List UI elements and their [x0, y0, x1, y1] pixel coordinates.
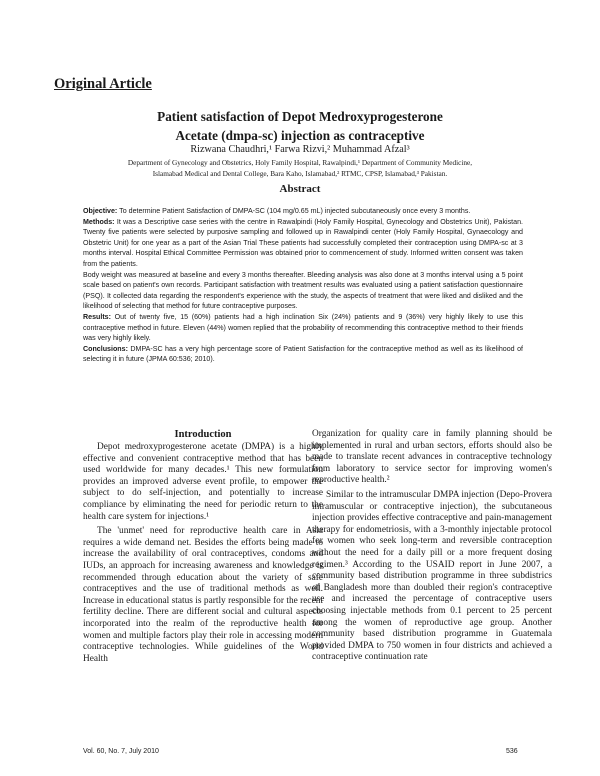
journal-issue: Vol. 60, No. 7, July 2010	[83, 748, 159, 755]
abstract-heading: Abstract	[279, 183, 321, 195]
methods-text: It was a Descriptive case series with the centre in Rawalpindi (Holy Family Hospital, Gynecology and Obstetrics Unit), Pakistan. Twenty five patients were selected by purposive sampling and followed up in Rawalpindi center (Holy Family Hospital, Gynaecology and Obstetric Unit) for one year as a part of the Asian Trial These patients had successfully completed their contraception using DMPA-sc at 3 months interval. Hospital Ethical Committee Permission was obtained prior to commencement of study. Informed written consent was taken from the patients.	[83, 217, 523, 268]
objective-text: To determine Patient Satisfaction of DMPA-SC (104 mg/0.65 mL) injected subcutaneously once every 3 months.	[117, 207, 471, 215]
results-label: Results:	[83, 312, 111, 321]
abstract-methods	[83, 217, 523, 270]
objective-label: Objective:	[83, 207, 118, 215]
left-column	[83, 442, 323, 665]
affiliation-line-1: Department of Gynecology and Obstetrics, Holy Family Hospital, Rawalpindi,¹ Department of Community Medicine,	[127, 158, 473, 167]
abstract-body	[83, 206, 523, 365]
conclusions-text: DMPA-SC has a very high percentage score of Patient Satisfaction for the contraceptive method as well as its likelihood of selecting it in future (JPMA 60:536; 2010).	[83, 344, 523, 364]
results-text: Out of twenty five, 15 (60%) patients had a high inclination Six (24%) patients and 9 (36%) very highly likely to use this contraceptive method in future. Eleven (44%) women replied that the probability of recommending this contraceptive method to their friends was very highly likely.	[83, 312, 523, 343]
author-list: Rizwana Chaudhri,¹ Farwa Rizvi,² Muhammad Afzal³	[190, 144, 410, 155]
intro-paragraph-4: Similar to the intramuscular DMPA injection (Depo-Provera intramuscular or contraceptive injection), the subcutaneous injection provides effective contraceptive and pain-management therapy for endometriosis, with a 3-monthly injectable protocol for women who seek long-term and reversible contraception without the need for a daily pill or a more frequent dosing regimen.³ According to the USAID report in June 2007, a community based distribution programme in three subdistrics of Bangladesh more than doubled their region's contraceptive use and increased the percentage of contraceptive users choosing injectable methods from 0.1 percent to 25 percent among the women of reproductive age group. Another community based distribution programme in Guatemala provided DMPA to 750 women in four districts and achieved a contraceptive continuation rate	[312, 489, 552, 663]
affiliation-line-2: Islamabad Medical and Dental College, Bara Kaho, Islamabad,² RTMC, CPSP, Islamabad,³ Pakistan.	[152, 169, 448, 178]
conclusions-label: Conclusions:	[83, 344, 128, 353]
right-column	[312, 429, 552, 664]
methods-label: Methods:	[83, 217, 115, 226]
intro-paragraph-1: Depot medroxyprogesterone acetate (DMPA) is a highly effective and convenient contraceptive method that has been used worldwide for many decades.¹ This new formulation provides an improved adverse event profile, to empower the subject to do self-injection, and potentially to increase compliance by eliminating the need for periodic return to the health care system for injections.¹	[83, 442, 323, 522]
abstract-objective	[83, 206, 523, 217]
section-label: Original Article	[54, 76, 152, 92]
introduction-heading: Introduction	[174, 429, 232, 440]
abstract-methods-continued: Body weight was measured at baseline and every 3 months thereafter. Bleeding analysis was also done at 3 months interval using a 5 point scale based on patient's own records. Participant satisfaction with treatment results was evaluated using a patient satisfaction questionnaire (PSQ). It collected data regarding the respondent's experience with the study, the aspects of treatment that were liked and disliked and the likelihood of selecting that method for future contraceptive purposes.	[83, 270, 523, 311]
article-title-line-1: Patient satisfaction of Depot Medroxyprogesterone	[157, 109, 443, 124]
page-number: 536	[506, 748, 518, 755]
intro-paragraph-2: The 'unmet' need for reproductive health care in Asia requires a wide demand net. Besides the efforts being made to increase the availability of oral contraceptives, condoms and IUDs, an approach for increasing awareness and knowledge is recommended through education about the variety of safe contraceptives and the use of traditional methods as well. Increase in educational status is partly responsible for the recent fertility decline. There are different social and cultural aspects incorporated into the realm of the reproductive health for women and multiple factors play their role in accessing modern contraceptive technologies. While guidelines of the World Health	[83, 526, 323, 664]
abstract-results	[83, 312, 523, 344]
abstract-conclusions	[83, 344, 523, 365]
intro-paragraph-3: Organization for quality care in family planning should be implemented in rural and urban sectors, efforts should also be made to translate recent advances in contraceptive technology from laboratory to service sector for improving women's reproductive health.²	[312, 429, 552, 486]
article-title-line-2: Acetate (dmpa-sc) injection as contraceptive	[175, 128, 425, 143]
